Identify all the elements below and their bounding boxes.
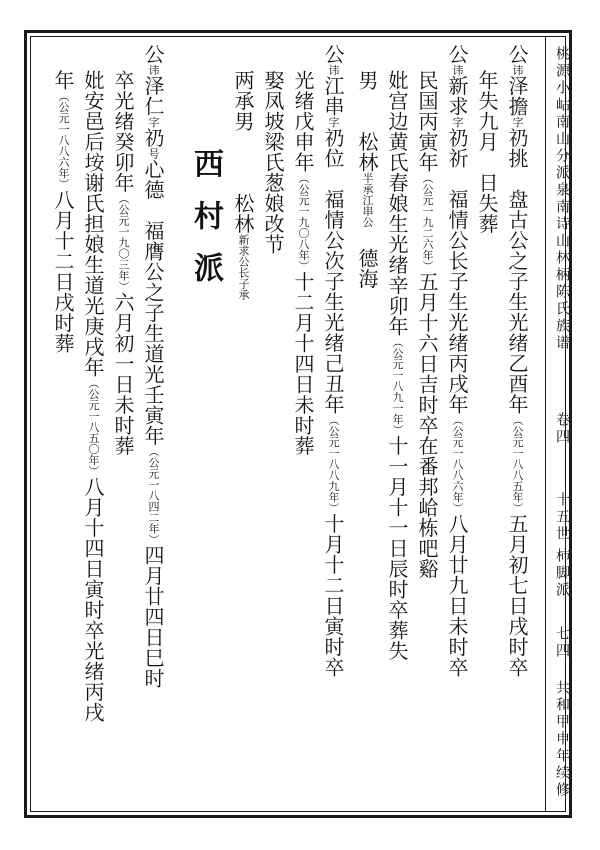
body-text: 光绪戊申年 bbox=[291, 70, 315, 173]
annotation-text: （公元一九二六年） bbox=[421, 172, 434, 272]
entry-xinqiu-wife bbox=[384, 70, 410, 661]
entry-jiangchuan-line-2 bbox=[290, 70, 316, 456]
margin-page-number: 七四 bbox=[554, 626, 570, 660]
annotation-text: 讳 bbox=[511, 64, 524, 76]
body-text: 妣宫边黄氏春娘生光绪辛卯年 bbox=[385, 70, 409, 337]
body-text: 年失九月 日失葬 bbox=[475, 70, 499, 234]
annotation-text: 字 bbox=[451, 116, 464, 128]
annotation-text: 新求公长子承 bbox=[237, 234, 250, 300]
margin-separator-line bbox=[545, 36, 546, 812]
annotation-text: （公元一八五〇年） bbox=[87, 377, 100, 477]
section-title: 西村派 bbox=[188, 148, 223, 304]
entry-xinqiu-line-1 bbox=[444, 44, 470, 678]
annotation-text: 号 bbox=[147, 148, 160, 159]
body-text: 男 松林 bbox=[355, 70, 379, 173]
body-text: 十二月十四日未时葬 bbox=[291, 271, 315, 456]
body-text: 泽仁 bbox=[141, 75, 165, 117]
entry-jiangchuan-sons bbox=[230, 70, 256, 300]
annotation-text: （公元一八八六年） bbox=[57, 90, 70, 190]
entry-zeren-line-4 bbox=[50, 70, 76, 354]
body-text: 两承男 松林 bbox=[231, 70, 255, 234]
annotation-text: 讳 bbox=[327, 64, 340, 76]
body-text: 年 bbox=[51, 70, 75, 91]
entry-xinqiu-sons bbox=[354, 70, 380, 289]
body-text: 民国丙寅年 bbox=[415, 70, 439, 173]
margin-edition: 共和甲申年续修 bbox=[554, 680, 570, 799]
annotation-text: （公元一九〇八年） bbox=[297, 172, 310, 272]
body-text: 娶凤坡梁氏葱娘改节 bbox=[261, 70, 285, 255]
body-text: 公 bbox=[141, 44, 165, 65]
entry-jiangchuan-wife bbox=[260, 70, 286, 255]
body-text: 十一月十一日辰时卒葬失 bbox=[385, 435, 409, 661]
body-text: 礽位 福情公次子生光绪己丑年 bbox=[321, 127, 345, 415]
body-text: 泽擔 bbox=[505, 75, 529, 117]
body-text: 礽祈 福情公长子生光绪丙戌年 bbox=[445, 127, 469, 415]
body-text: 礽挑 盘古公之子生光绪乙酉年 bbox=[505, 127, 529, 415]
annotation-text: 字 bbox=[147, 116, 160, 128]
margin-book-title: 桃源小岵南山分派泉南诗山林柄陈氏族谱 bbox=[554, 46, 570, 352]
entry-zedan-line-1 bbox=[504, 44, 530, 678]
body-text: 五月十六日吉时卒在番邦峆栋吧谿 bbox=[415, 271, 439, 579]
annotation-text: 字 bbox=[511, 116, 524, 128]
annotation-text: （公元一八八五年） bbox=[511, 414, 524, 514]
annotation-text: 讳 bbox=[451, 64, 464, 76]
entry-xinqiu-line-2 bbox=[414, 70, 440, 579]
entry-zeren-line-2 bbox=[110, 70, 136, 456]
body-text: 六月初一日未时葬 bbox=[111, 292, 135, 456]
entry-zeren-wife bbox=[80, 70, 106, 723]
body-text: 新求 bbox=[445, 75, 469, 117]
body-text: 十月十二日寅时卒 bbox=[321, 513, 345, 678]
body-text: 心德 福膺公之子生道光壬寅年 bbox=[141, 159, 165, 446]
margin-volume: 卷四 bbox=[554, 412, 570, 446]
body-text: 德海 bbox=[355, 227, 379, 289]
annotation-text: 讳 bbox=[147, 64, 160, 76]
body-text: 礽 bbox=[141, 127, 165, 148]
annotation-text: （公元一八八九年） bbox=[327, 414, 340, 514]
body-text: 八月十四日寅时卒光绪丙戌 bbox=[81, 476, 105, 723]
annotation-text: （公元一九〇三年） bbox=[117, 193, 130, 292]
annotation-text: （公元一八九一年） bbox=[391, 336, 404, 436]
body-text: 公 bbox=[445, 44, 469, 65]
body-text: 公 bbox=[321, 44, 345, 65]
body-text: 五月初七日戌时卒 bbox=[505, 513, 529, 678]
entry-zedan-line-2 bbox=[474, 70, 500, 234]
body-text: 八月廿九日未时卒 bbox=[445, 513, 469, 678]
annotation-text: （公元一八八六年） bbox=[451, 414, 464, 514]
body-text: 卒光绪癸卯年 bbox=[111, 70, 135, 193]
margin-branch: 柿脚派 bbox=[554, 548, 570, 599]
body-text: 妣安邑后垵谢氏担娘生道光庚戌年 bbox=[81, 70, 105, 378]
body-text: 江串 bbox=[321, 75, 345, 117]
body-text: 公 bbox=[505, 44, 529, 65]
annotation-text: （公元一八四二年） bbox=[147, 446, 160, 545]
entry-jiangchuan-line-1 bbox=[320, 44, 346, 678]
body-text: 四月廿四日巳时 bbox=[141, 545, 165, 689]
entry-zeren-line-1 bbox=[140, 44, 166, 689]
margin-generation: 十五世 bbox=[554, 492, 570, 543]
annotation-text: 字 bbox=[327, 116, 340, 128]
body-text: 八月十二日戌时葬 bbox=[51, 189, 75, 354]
annotation-text: 半承江串公 bbox=[361, 172, 374, 228]
